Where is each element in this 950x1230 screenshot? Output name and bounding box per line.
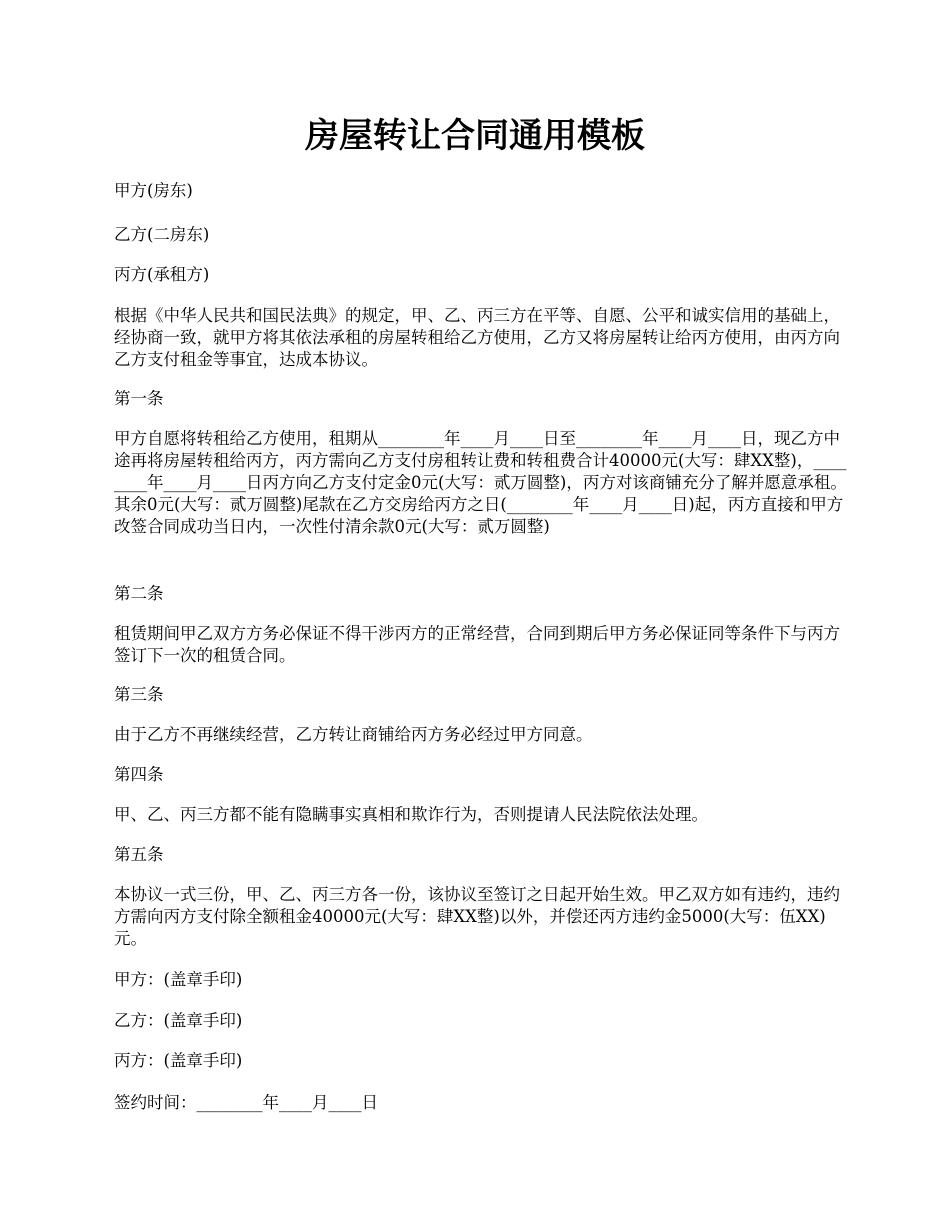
signature-party-c: 丙方：(盖章手印) [114, 1051, 243, 1070]
article-4-heading: 第四条 [114, 765, 164, 784]
article-3-body: 由于乙方不再继续经营，乙方转让商铺给丙方务必经过甲方同意。 [114, 725, 593, 744]
signature-party-b: 乙方：(盖章手印) [114, 1011, 243, 1030]
article-5-heading: 第五条 [114, 845, 164, 864]
signature-date: 签约时间：________年____月____日 [114, 1093, 378, 1112]
preamble-paragraph: 根据《中华人民共和国民法典》的规定，甲、乙、丙三方在平等、自愿、公平和诚实信用的基础上，经协商一致，就甲方将其依法承租的房屋转租给乙方使用，乙方又将房屋转让给丙方使用，由丙方向乙方支付租金等事宜，达成本协议。 [114, 306, 840, 369]
article-2-body: 租赁期间甲乙双方方务必保证不得干涉丙方的正常经营，合同到期后甲方务必保证同等条件下与丙方签订下一次的租赁合同。 [114, 624, 840, 665]
article-3-heading: 第三条 [114, 685, 164, 704]
party-b-line: 乙方(二房东) [114, 225, 210, 244]
article-1-body: 甲方自愿将转租给乙方使用，租期从________年____月____日至________年____月____日，现乙方中途再将房屋转租给丙方，丙方需向乙方支付房租转让费和转租费合计40000元(大写：肆XX整)，________年____月____日丙方向乙方支付定金0元(大写：贰万圆整)，丙方对该商铺充分了解并愿意承租。其余0元(大写：贰万圆整)尾款在乙方交房给丙方之日(________年____月____日)起，丙方直接和甲方改签合同成功当日内，一次性付清余款0元(大写：贰万圆整) [114, 429, 847, 536]
party-c-line: 丙方(承租方) [114, 265, 210, 284]
article-5-body: 本协议一式三份，甲、乙、丙三方各一份，该协议至签订之日起开始生效。甲乙双方如有违约，违约方需向丙方支付除全额租金40000元(大写：肆XX整)以外，并偿还丙方违约金5000(大写：伍XX)元。 [114, 885, 840, 948]
article-2-heading: 第二条 [114, 584, 164, 603]
article-4-body: 甲、乙、丙三方都不能有隐瞒事实真相和欺诈行为，否则提请人民法院依法处理。 [114, 805, 708, 824]
article-1-heading: 第一条 [114, 389, 164, 408]
signature-party-a: 甲方：(盖章手印) [114, 970, 243, 989]
document-title: 房屋转让合同通用模板 [305, 116, 645, 156]
party-a-line: 甲方(房东) [114, 181, 193, 200]
